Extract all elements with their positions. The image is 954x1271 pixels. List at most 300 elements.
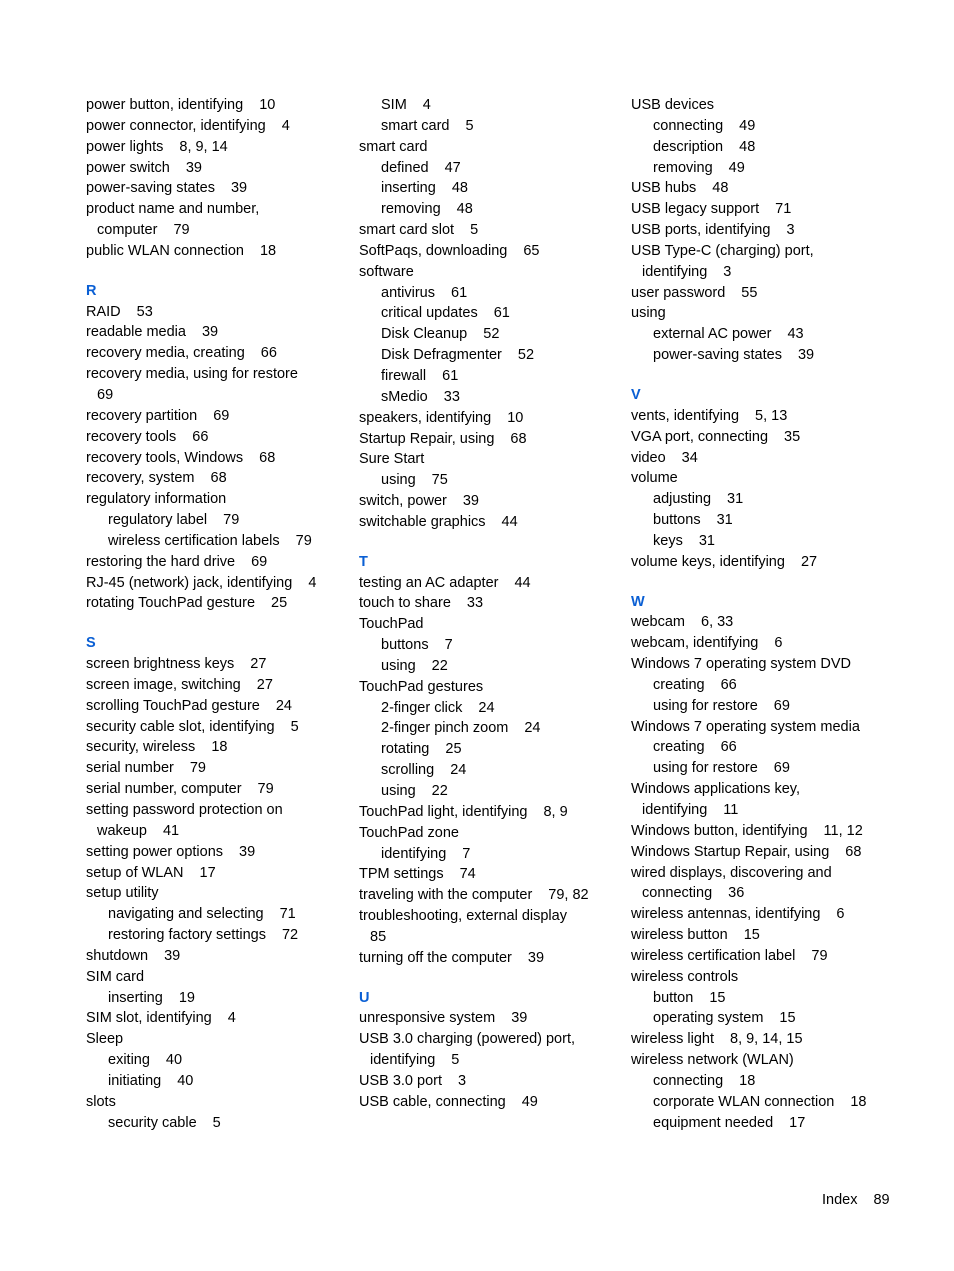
- index-page-ref: 10: [507, 409, 524, 426]
- index-term: creating: [653, 676, 705, 693]
- index-entry: [359, 1092, 621, 1113]
- index-term: smart card: [381, 117, 450, 134]
- section-letter: U: [359, 989, 370, 1006]
- index-term: button: [653, 989, 694, 1006]
- index-term: rotating: [381, 741, 430, 758]
- index-term: speakers, identifying: [359, 409, 492, 426]
- index-entry: [359, 614, 621, 635]
- index-term: setting password protection on: [86, 802, 283, 818]
- index-term: Sleep: [86, 1031, 124, 1048]
- index-term: security cable: [108, 1114, 197, 1131]
- index-entry: [86, 654, 348, 675]
- index-entry: [86, 364, 348, 385]
- index-subentry: [631, 510, 893, 531]
- index-page-ref: 65: [523, 242, 540, 259]
- index-entry: [359, 491, 621, 512]
- index-page-ref: 66: [192, 428, 209, 445]
- index-subentry: [359, 656, 621, 677]
- index-subentry: [86, 531, 348, 552]
- index-term: power-saving states: [86, 180, 215, 197]
- index-page-ref: 17: [199, 864, 216, 881]
- index-entry: [86, 427, 348, 448]
- index-subentry: [86, 904, 348, 925]
- index-page-ref: 43: [787, 326, 804, 343]
- section-gap: [86, 614, 348, 633]
- index-page-ref: 55: [741, 284, 758, 301]
- index-term: 2-finger click: [381, 699, 463, 716]
- index-entry: [359, 220, 621, 241]
- index-page-ref: 52: [483, 326, 500, 343]
- index-page-ref: 71: [279, 906, 296, 923]
- index-page-ref: 11: [723, 802, 739, 818]
- index-term: defined: [381, 159, 429, 176]
- index-entry: [86, 241, 348, 262]
- index-subentry: [631, 696, 893, 717]
- index-page-ref: 39: [527, 949, 545, 966]
- index-term: 2-finger pinch zoom: [381, 720, 509, 737]
- index-term: description: [653, 138, 724, 155]
- section-gap: [86, 262, 348, 281]
- index-page-ref: 79: [173, 222, 190, 239]
- index-term: security, wireless: [86, 739, 196, 756]
- index-entry: [359, 885, 621, 906]
- index-term: TouchPad zone: [359, 824, 459, 841]
- index-page-ref: 48: [712, 180, 729, 197]
- index-page-ref: 39: [230, 180, 248, 197]
- index-entry: [359, 262, 621, 283]
- index-term: TouchPad gestures: [359, 678, 484, 695]
- index-term: recovery tools, Windows: [86, 449, 244, 466]
- index-page-ref: 22: [431, 657, 448, 674]
- index-term: identifying: [642, 802, 708, 818]
- index-term: USB 3.0 port: [359, 1072, 443, 1089]
- index-term: operating system: [653, 1010, 764, 1027]
- index-subentry: [359, 283, 621, 304]
- index-term: video: [631, 449, 666, 466]
- index-page-ref: 5: [290, 718, 299, 735]
- index-term: traveling with the computer: [359, 887, 533, 904]
- index-term: readable media: [86, 324, 186, 341]
- index-entry: [631, 842, 893, 863]
- index-subentry: [359, 345, 621, 366]
- index-entry: [359, 864, 621, 885]
- index-subentry: [359, 95, 621, 116]
- index-term: VGA port, connecting: [631, 428, 769, 445]
- index-page-ref: 69: [213, 407, 230, 424]
- index-term: product name and number,: [86, 201, 260, 218]
- index-page-ref: 27: [800, 553, 818, 570]
- index-term: sMedio: [381, 388, 428, 405]
- index-page-ref: 72: [281, 927, 299, 944]
- index-page-ref: 79: [223, 512, 240, 529]
- index-entry: [86, 116, 348, 137]
- index-entry-continuation: [631, 262, 893, 283]
- section-gap: [359, 969, 621, 988]
- index-page-ref: 49: [521, 1093, 538, 1110]
- index-term: troubleshooting, external display: [359, 908, 567, 925]
- index-term: using: [381, 472, 416, 489]
- index-term: wireless button: [631, 927, 728, 944]
- index-term: wireless certification label: [631, 947, 796, 964]
- index-page-ref: 17: [789, 1114, 806, 1131]
- index-entry: [86, 137, 348, 158]
- index-page-ref: 22: [431, 783, 448, 799]
- index-entry: [631, 904, 893, 925]
- index-entry: [631, 427, 893, 448]
- index-page-ref: 31: [727, 491, 744, 508]
- index-term: TouchPad: [359, 616, 424, 633]
- index-page-ref: 5: [470, 222, 479, 239]
- index-entry: [86, 158, 348, 179]
- index-term: switch, power: [359, 493, 447, 510]
- index-page-ref: 40: [165, 1052, 183, 1069]
- index-term: antivirus: [381, 284, 435, 301]
- index-entry: [359, 241, 621, 262]
- index-page-ref: 53: [136, 303, 153, 320]
- index-subentry: [359, 781, 621, 802]
- index-term: buttons: [381, 637, 429, 654]
- index-page-ref: 49: [739, 117, 756, 134]
- index-entry: [359, 948, 621, 969]
- index-term: setting power options: [86, 843, 224, 860]
- index-term: regulatory label: [108, 512, 208, 529]
- index-entry: [359, 802, 621, 823]
- index-subentry: [86, 1050, 348, 1071]
- index-term: USB 3.0 charging (powered) port,: [359, 1031, 575, 1048]
- index-page-ref: 8, 9: [543, 803, 568, 820]
- index-subentry: [359, 760, 621, 781]
- index-entry: [631, 821, 893, 842]
- index-page-ref: 8, 9, 14, 15: [730, 1031, 803, 1048]
- index-page-ref: 39: [797, 347, 815, 364]
- index-subentry: [631, 116, 893, 137]
- index-term: SIM slot, identifying: [86, 1010, 212, 1027]
- index-entry: [631, 95, 893, 116]
- index-term: removing: [381, 201, 441, 218]
- index-entry: [86, 967, 348, 988]
- index-term: recovery media, using for restore: [86, 366, 298, 383]
- index-page-ref: 11, 12: [823, 822, 863, 839]
- section-gap: [631, 366, 893, 385]
- index-term: Disk Defragmenter: [381, 347, 502, 364]
- index-term: unresponsive system: [359, 1010, 496, 1027]
- section-letter: S: [86, 635, 96, 652]
- index-term: software: [359, 263, 414, 280]
- index-term: wireless antennas, identifying: [631, 906, 821, 923]
- index-subentry: [359, 470, 621, 491]
- index-term: removing: [653, 159, 713, 176]
- index-term: setup of WLAN: [86, 864, 184, 881]
- index-term: Sure Start: [359, 451, 425, 468]
- index-entry: [359, 408, 621, 429]
- index-page-ref: 5: [451, 1052, 460, 1069]
- index-subentry: [631, 1113, 893, 1134]
- index-page-ref: 27: [250, 656, 267, 673]
- index-entry: [359, 677, 621, 698]
- index-subentry: [631, 1008, 893, 1029]
- index-term: computer: [97, 222, 158, 239]
- index-term: touch to share: [359, 595, 451, 612]
- index-page-ref: 66: [720, 676, 737, 693]
- index-page-ref: 6: [836, 906, 845, 923]
- index-page-ref: 79: [811, 947, 828, 964]
- index-term: wireless certification labels: [108, 532, 280, 549]
- index-term: Disk Cleanup: [381, 326, 468, 343]
- index-page-ref: 3: [786, 222, 795, 239]
- index-term: keys: [653, 532, 683, 549]
- index-entry: [631, 717, 893, 738]
- index-subentry: [359, 718, 621, 739]
- index-page-ref: 4: [308, 574, 317, 591]
- index-entry: [631, 241, 893, 262]
- footer-page-number: 89: [873, 1192, 890, 1208]
- index-entry: [359, 1071, 621, 1092]
- index-entry: [631, 199, 893, 220]
- index-term: regulatory information: [86, 491, 227, 508]
- index-subentry: [359, 844, 621, 865]
- index-page-ref: 69: [97, 386, 114, 403]
- index-page-ref: 68: [259, 449, 276, 466]
- index-entry-continuation: [359, 927, 621, 948]
- index-subentry: [359, 116, 621, 137]
- index-page-ref: 85: [370, 928, 387, 945]
- index-term: connecting: [653, 117, 724, 134]
- index-term: SIM: [381, 97, 407, 113]
- index-term: USB hubs: [631, 180, 697, 197]
- index-subentry: [359, 324, 621, 345]
- index-page-ref: 19: [178, 989, 195, 1006]
- index-term: power-saving states: [653, 347, 782, 364]
- index-term: recovery tools: [86, 428, 177, 445]
- index-term: recovery partition: [86, 407, 198, 424]
- index-page-ref: 47: [444, 159, 461, 176]
- index-term: inserting: [381, 180, 436, 197]
- index-term: Windows 7 operating system DVD: [631, 656, 851, 673]
- index-subentry: [631, 158, 893, 179]
- index-page-ref: 18: [259, 242, 277, 259]
- index-term: rotating TouchPad gesture: [86, 595, 256, 612]
- index-page-ref: 74: [459, 866, 476, 883]
- index-term: USB Type-C (charging) port,: [631, 242, 814, 259]
- index-term: SIM card: [86, 968, 145, 985]
- index-term: turning off the computer: [359, 949, 512, 966]
- index-page-ref: 48: [456, 201, 473, 218]
- index-page-ref: 6: [774, 635, 783, 652]
- index-entry: [631, 448, 893, 469]
- index-term: scrolling: [381, 762, 435, 779]
- index-term: serial number: [86, 760, 174, 777]
- index-page-ref: 69: [773, 760, 790, 777]
- index-page-ref: 66: [720, 739, 737, 756]
- index-column-2: [359, 95, 621, 1113]
- index-entry: [631, 178, 893, 199]
- index-page-ref: 7: [462, 845, 471, 862]
- index-page-ref: 25: [445, 741, 462, 758]
- index-page-ref: 39: [239, 843, 256, 860]
- index-entry: [631, 406, 893, 427]
- index-term: wireless network (WLAN): [631, 1052, 794, 1069]
- index-page-ref: 24: [478, 699, 495, 716]
- index-entry: [631, 1050, 893, 1071]
- index-entry: [86, 406, 348, 427]
- index-page-ref: 6, 33: [701, 614, 734, 631]
- index-entry: [359, 512, 621, 533]
- index-page-ref: 39: [511, 1010, 528, 1027]
- index-subentry: [359, 158, 621, 179]
- index-page-ref: 79: [257, 781, 274, 798]
- index-page-ref: 15: [779, 1010, 796, 1027]
- index-term: RAID: [86, 303, 121, 320]
- index-entry: [631, 779, 893, 800]
- index-subentry: [631, 531, 893, 552]
- index-page-ref: 15: [709, 989, 726, 1006]
- index-page-ref: 24: [275, 697, 292, 714]
- index-term: exiting: [108, 1052, 150, 1069]
- index-page-ref: 24: [524, 720, 541, 737]
- index-subentry: [86, 1113, 348, 1134]
- index-page-ref: 68: [210, 470, 227, 487]
- index-page-ref: 33: [466, 595, 484, 612]
- index-entry-continuation: [86, 385, 348, 406]
- index-term: restoring the hard drive: [86, 553, 236, 570]
- index-entry: [359, 1008, 621, 1029]
- index-term: user password: [631, 284, 726, 301]
- index-entry: [86, 1092, 348, 1113]
- index-term: creating: [653, 739, 705, 756]
- index-entry: [359, 906, 621, 927]
- index-entry: [359, 137, 621, 158]
- index-page-ref: 7: [444, 637, 453, 654]
- index-page-ref: 18: [850, 1093, 867, 1110]
- index-subentry: [359, 739, 621, 760]
- index-term: navigating and selecting: [108, 906, 264, 923]
- index-term: Windows applications key,: [631, 781, 800, 798]
- index-term: restoring factory settings: [108, 927, 266, 944]
- index-page-ref: 49: [728, 159, 745, 176]
- index-term: Startup Repair, using: [359, 430, 495, 447]
- index-entry: [86, 1029, 348, 1050]
- index-term: recovery, system: [86, 470, 195, 487]
- index-term: power connector, identifying: [86, 117, 266, 134]
- index-subentry: [359, 199, 621, 220]
- index-entry: [86, 696, 348, 717]
- index-entry: [86, 675, 348, 696]
- index-term: setup utility: [86, 885, 159, 902]
- index-entry: [631, 654, 893, 675]
- index-entry: [86, 779, 348, 800]
- index-entry: [359, 449, 621, 470]
- index-entry: [359, 823, 621, 844]
- index-column-1: [86, 95, 348, 1134]
- index-page-ref: 27: [256, 676, 273, 693]
- index-subentry: [631, 137, 893, 158]
- index-page-ref: 3: [458, 1072, 467, 1089]
- index-subentry: [631, 988, 893, 1009]
- index-page-ref: 69: [773, 697, 790, 714]
- index-entry: [86, 1008, 348, 1029]
- index-page-ref: 18: [211, 739, 228, 756]
- index-entry: [86, 302, 348, 323]
- index-subentry: [631, 675, 893, 696]
- index-page-ref: 79: [189, 760, 206, 777]
- section-letter: V: [631, 386, 641, 403]
- section-letter: W: [631, 593, 645, 610]
- index-subentry: [86, 988, 348, 1009]
- index-term: USB devices: [631, 97, 715, 113]
- index-term: using for restore: [653, 760, 758, 777]
- index-subentry: [86, 925, 348, 946]
- index-entry: [86, 863, 348, 884]
- index-term: external AC power: [653, 326, 772, 343]
- index-page-ref: 40: [177, 1072, 194, 1089]
- index-page-ref: 68: [845, 843, 862, 860]
- index-term: wired displays, discovering and: [631, 864, 832, 881]
- index-entry: [631, 468, 893, 489]
- index-page-ref: 61: [442, 367, 459, 384]
- index-entry: [86, 758, 348, 779]
- index-subentry: [631, 1071, 893, 1092]
- index-term: critical updates: [381, 305, 478, 322]
- index-page-ref: 25: [271, 595, 288, 612]
- index-entry: [86, 883, 348, 904]
- index-page-ref: 79, 82: [548, 887, 589, 904]
- index-column-3: [631, 95, 893, 1134]
- index-entry: [86, 448, 348, 469]
- index-entry: [359, 593, 621, 614]
- index-term: TouchPad light, identifying: [359, 803, 528, 820]
- index-entry: [631, 1029, 893, 1050]
- index-term: identifying: [370, 1052, 436, 1069]
- index-subentry: [359, 387, 621, 408]
- index-term: webcam, identifying: [631, 635, 759, 652]
- index-page-ref: 66: [260, 345, 277, 362]
- index-term: identifying: [642, 263, 708, 280]
- index-entry: [631, 303, 893, 324]
- index-page-ref: 39: [185, 159, 202, 176]
- index-page-ref: 71: [775, 201, 792, 218]
- index-page-ref: 24: [450, 762, 467, 779]
- index-entry: [86, 95, 348, 116]
- index-entry: [631, 863, 893, 884]
- index-term: switchable graphics: [359, 513, 486, 530]
- index-entry: [86, 593, 348, 614]
- index-term: using: [381, 783, 416, 799]
- index-term: security cable slot, identifying: [86, 718, 275, 735]
- index-term: TPM settings: [359, 866, 444, 883]
- index-entry: [86, 199, 348, 220]
- index-term: SoftPaqs, downloading: [359, 242, 508, 259]
- index-term: screen image, switching: [86, 676, 241, 693]
- index-page-ref: 39: [201, 324, 219, 341]
- index-page-ref: 48: [739, 138, 756, 155]
- index-entry: [86, 343, 348, 364]
- index-entry: [86, 322, 348, 343]
- index-page-ref: 4: [281, 117, 290, 134]
- index-page-ref: 4: [422, 97, 431, 113]
- index-subentry: [631, 1092, 893, 1113]
- index-subentry: [631, 324, 893, 345]
- index-page-ref: 18: [739, 1072, 756, 1089]
- index-subentry: [86, 1071, 348, 1092]
- index-subentry: [359, 366, 621, 387]
- index-term: corporate WLAN connection: [653, 1093, 835, 1110]
- index-page-ref: 5, 13: [755, 407, 788, 424]
- index-term: Windows Startup Repair, using: [631, 843, 830, 860]
- index-entry: [86, 842, 348, 863]
- index-page-ref: 39: [164, 947, 181, 964]
- section-letter: R: [86, 282, 97, 299]
- index-page-ref: 5: [465, 117, 474, 134]
